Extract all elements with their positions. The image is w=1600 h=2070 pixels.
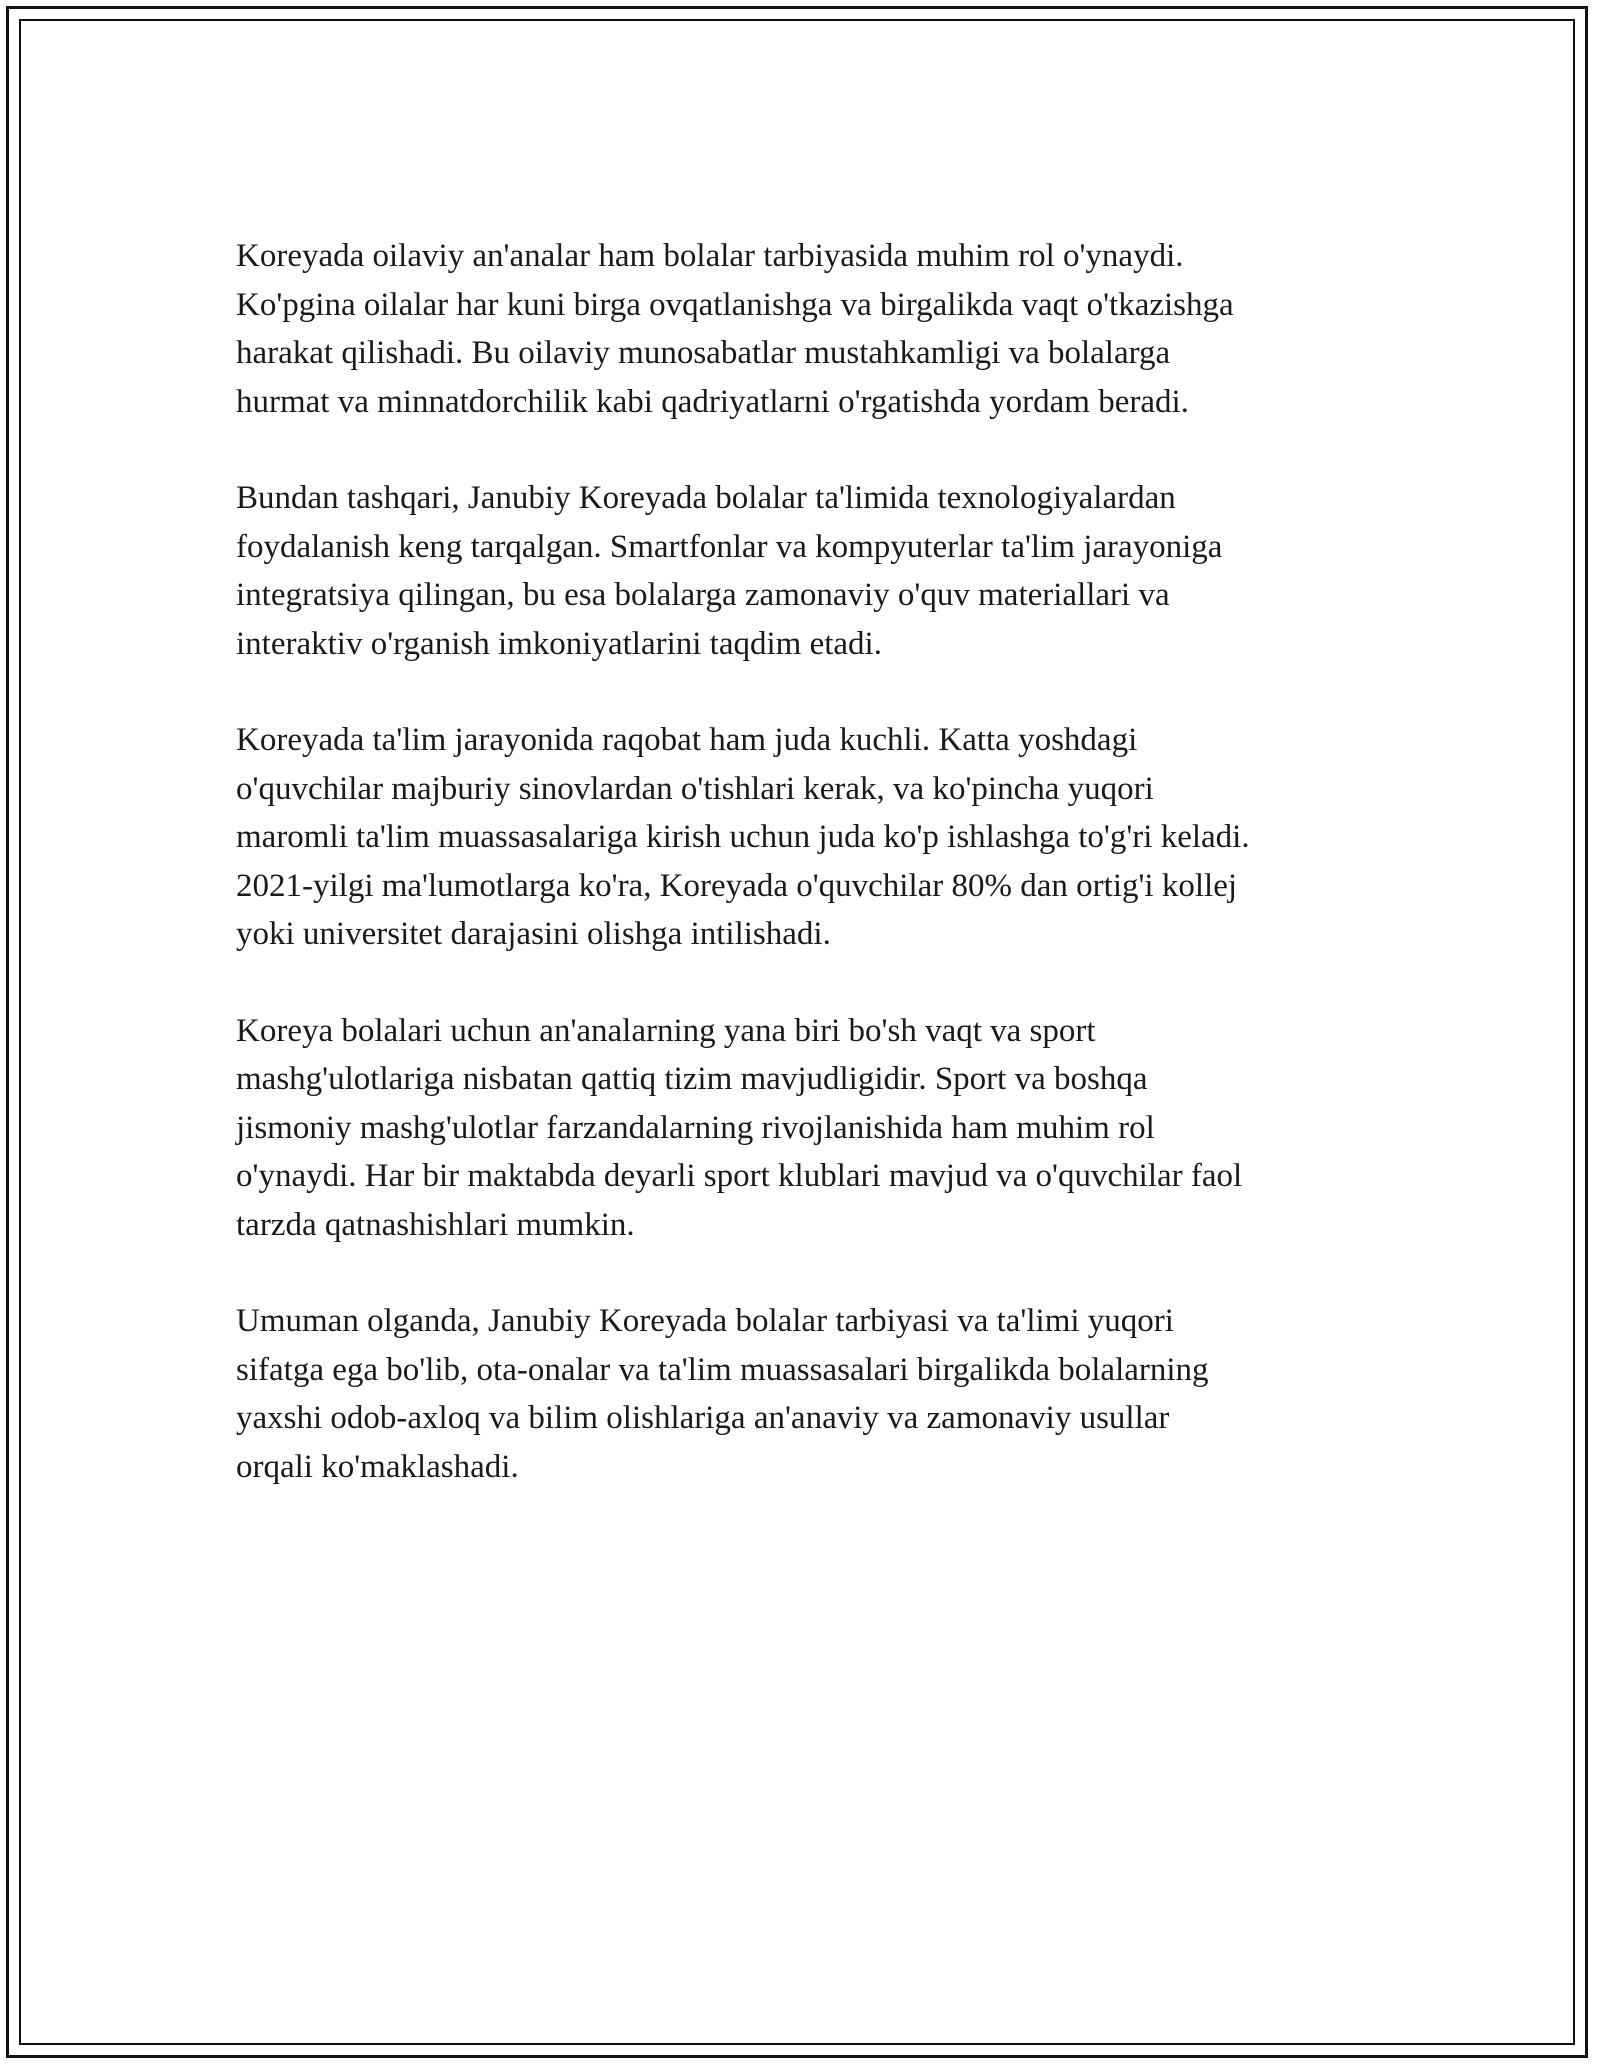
paragraph-technology-in-education: Bundan tashqari, Janubiy Koreyada bolalar ta'limida texnologiyalardan foydalanish keng tarqalgan. Smartfonlar va kompyuterlar ta'lim jarayoniga integratsiya qilingan, bu esa bolalarga zamonaviy o'quv materiallari va interaktiv o'rganish imkoniyatlarini taqdim etadi.: [236, 480, 1223, 662]
paragraph-family-traditions: Koreyada oilaviy an'analar ham bolalar tarbiyasida muhim rol o'ynaydi. Ko'pgina oilalar har kuni birga ovqatlanishga va birgalikda vaqt o'tkazishga harakat qilishadi. Bu oilaviy munosabatlar mustahkamligi va bolalarga hurmat va minnatdorchilik kabi qadriyatlarni o'rgatishda yordam beradi.: [236, 238, 1234, 420]
document-body: [236, 232, 1386, 1539]
paragraph-sports-and-leisure: Koreya bolalari uchun an'analarning yana biri bo'sh vaqt va sport mashg'ulotlariga nisbatan qattiq tizim mavjudligidir. Sport va boshqa jismoniy mashg'ulotlar farzandalarning rivojlanishida ham muhim rol o'ynaydi. Har bir maktabda deyarli sport klublari mavjud va o'quvchilar faol tarzda qatnashishlari mumkin.: [236, 1012, 1243, 1243]
paragraph-conclusion: Umuman olganda, Janubiy Koreyada bolalar tarbiyasi va ta'limi yuqori sifatga ega bo'lib, ota-onalar va ta'lim muassasalari birgalikda bolalarning yaxshi odob-axloq va bilim olishlariga an'anaviy va zamonaviy usullar orqali ko'maklashadi.: [236, 1303, 1209, 1485]
paragraph-competition: Koreyada ta'lim jarayonida raqobat ham juda kuchli. Katta yoshdagi o'quvchilar majburiy sinovlardan o'tishlari kerak, va ko'pincha yuqori maromli ta'lim muassasalariga kirish uchun juda ko'p ishlashga to'g'ri keladi. 2021-yilgi ma'lumotlarga ko'ra, Koreyada o'quvchilar 80% dan ortig'i kollej yoki universitet darajasini olishga intilishadi.: [236, 722, 1250, 952]
